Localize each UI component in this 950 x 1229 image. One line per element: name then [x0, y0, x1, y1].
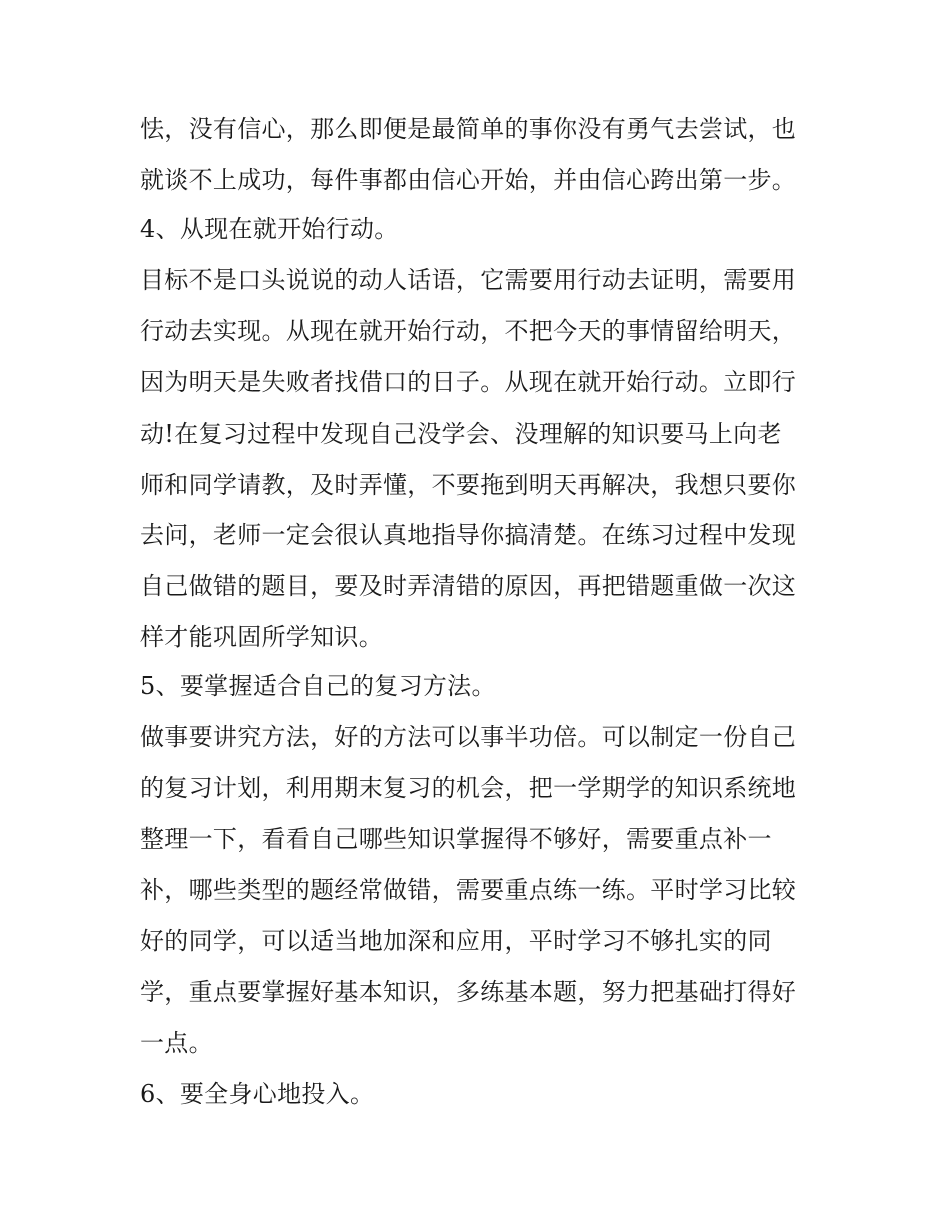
paragraph-line: 好的同学，可以适当地加深和应用，平时学习不够扎实的同: [140, 927, 772, 955]
paragraph-line: 整理一下，看看自己哪些知识掌握得不够好，需要重点补一: [140, 825, 772, 853]
paragraph-line: 动!在复习过程中发现自己没学会、没理解的知识要马上向老: [140, 420, 782, 448]
section-heading-5: 5、要掌握适合自己的复习方法。: [140, 672, 496, 700]
section-heading-6: 6、要全身心地投入。: [140, 1080, 375, 1108]
paragraph-line: 怯，没有信心，那么即便是最简单的事你没有勇气去尝试，也: [140, 115, 797, 143]
paragraph-line: 一点。: [140, 1029, 213, 1057]
paragraph-line: 自己做错的题目，要及时弄清错的原因，再把错题重做一次这: [140, 572, 797, 600]
paragraph-line: 就谈不上成功，每件事都由信心开始，并由信心跨出第一步。: [140, 166, 797, 194]
paragraph-line: 补，哪些类型的题经常做错，需要重点练一练。平时学习比较: [140, 876, 797, 904]
paragraph-line: 做事要讲究方法，好的方法可以事半功倍。可以制定一份自己: [140, 723, 797, 751]
paragraph-line: 样才能巩固所学知识。: [140, 623, 383, 651]
paragraph-line: 去问，老师一定会很认真地指导你搞清楚。在练习过程中发现: [140, 521, 797, 549]
section-heading-4: 4、从现在就开始行动。: [140, 215, 399, 243]
paragraph-line: 师和同学请教，及时弄懂，不要拖到明天再解决，我想只要你: [140, 471, 797, 499]
paragraph-line: 学，重点要掌握好基本知识，多练基本题，努力把基础打得好: [140, 978, 797, 1006]
paragraph-line: 目标不是口头说说的动人话语，它需要用行动去证明，需要用: [140, 266, 797, 294]
paragraph-line: 的复习计划，利用期末复习的机会，把一学期学的知识系统地: [140, 774, 797, 802]
paragraph-line: 行动去实现。从现在就开始行动，不把今天的事情留给明天，: [140, 317, 797, 345]
paragraph-line: 因为明天是失败者找借口的日子。从现在就开始行动。立即行: [140, 368, 797, 396]
